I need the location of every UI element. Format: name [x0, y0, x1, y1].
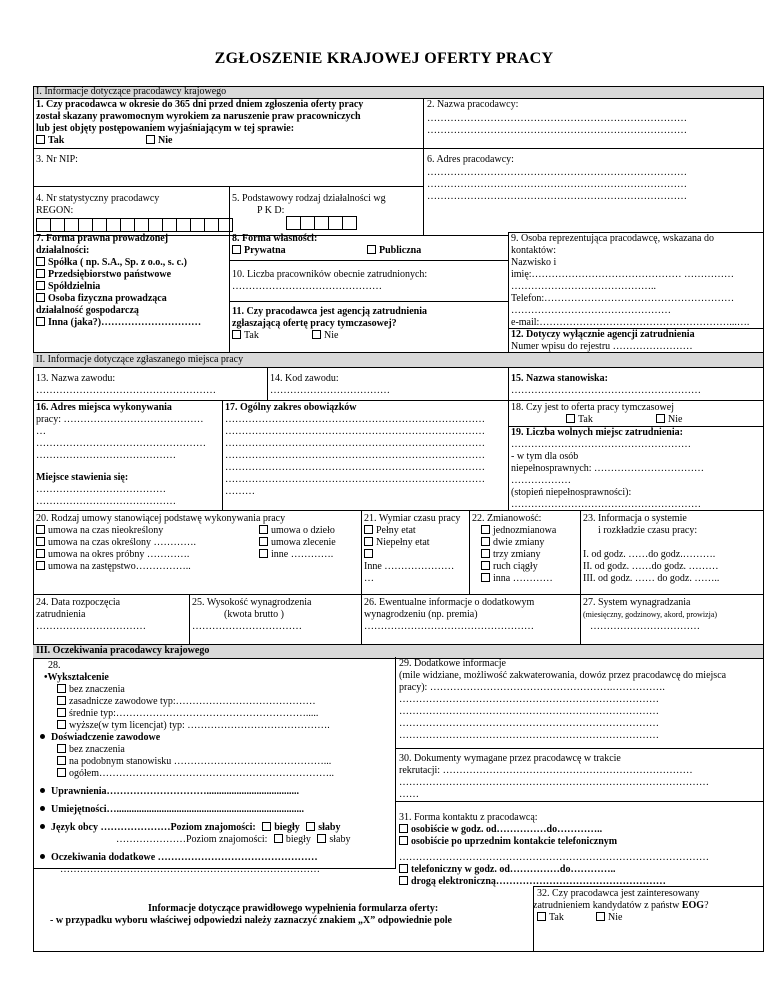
field-22-option-2[interactable]: dwie zmiany — [481, 537, 544, 549]
field-7-label: 7. Forma prawna prowadzonej — [36, 233, 169, 244]
checkbox-icon — [306, 822, 315, 831]
education-option-higher[interactable]: wyższe(w tym licencjat) typ: ……………………………………. — [57, 720, 330, 732]
checkbox-icon — [36, 257, 45, 266]
field-19-degree-dots[interactable]: ………………………………………………… — [511, 499, 701, 510]
field-7-option-osoba[interactable]: Osoba fizyczna prowadząca — [36, 293, 167, 305]
field-20-option-replacement[interactable]: umowa na zastępstwo…………….. — [36, 561, 191, 573]
field-5-pkd: P K D: — [257, 205, 285, 216]
field-16-dots-b[interactable]: …………………………………………… — [36, 438, 206, 449]
checkbox-icon — [36, 281, 45, 290]
field-7-option-inna[interactable]: Inna (jaka?)………………………… — [36, 317, 201, 329]
field-26-label-2: wynagrodzeniu (np. premia) — [364, 609, 478, 620]
checkbox-icon — [596, 912, 605, 921]
field-6-dots-1[interactable]: …………………………………………………………………… — [427, 167, 687, 178]
field-10-label: 10. Liczba pracowników obecnie zatrudnionych: — [232, 269, 428, 280]
checkbox-icon — [317, 834, 326, 843]
contact-option-after-phone[interactable]: osobiście po uprzednim kontakcie telefonicznym — [399, 836, 617, 848]
experience-option-none[interactable]: bez znaczenia — [57, 744, 125, 756]
field-9-label: 9. Osoba reprezentująca pracodawcę, wskazana do — [511, 233, 714, 244]
field-16-address-dots[interactable]: pracy: …………………………………… — [36, 414, 204, 425]
checkbox-icon — [36, 561, 45, 570]
checkbox-icon — [399, 836, 408, 845]
field-16-meeting-dots[interactable]: ………………………………… — [36, 484, 166, 495]
checkbox-icon — [481, 561, 490, 570]
checkbox-icon — [481, 537, 490, 546]
field-23-shift-1[interactable]: I. od godz. ……do godz.………. — [583, 549, 716, 560]
section-2-title: II. Informacje dotyczące zgłaszanego miejsca pracy — [36, 354, 244, 365]
checkbox-icon — [146, 135, 155, 144]
field-24-label-2: zatrudnienia — [36, 609, 86, 620]
language-field-2[interactable]: …………………Poziom znajomości: biegły słaby — [116, 834, 351, 845]
field-7-option-osoba-2: działalność gospodarczą — [36, 305, 139, 316]
field-4-label: 4. Nr statystyczny pracodawcy — [36, 193, 160, 204]
field-11-option-yes[interactable]: Tak — [232, 330, 259, 342]
contact-option-email[interactable]: drogą elektroniczną…………………………………………… — [399, 876, 666, 888]
field-17-dots-2[interactable]: …………………………………………………………………… — [225, 426, 485, 437]
field-1-question: 1. Czy pracodawca w okresie do 365 dni przed dniem zgłoszenia oferty pracy — [36, 99, 364, 110]
field-16-dots-c[interactable]: …………………………………… — [36, 450, 176, 461]
experience-label: Doświadczenie zawodowe — [40, 732, 160, 744]
field-2-dots[interactable]: …………………………………………………………………… — [427, 113, 687, 124]
field-29-hint: (mile widziane, możliwość zakwaterowania, dowóz przez pracodawcę do miejsca — [399, 670, 727, 681]
field-16-label: 16. Adres miejsca wykonywania — [36, 402, 172, 413]
field-16-dots-a: … — [36, 426, 46, 437]
field-6-dots-3[interactable]: …………………………………………………………………… — [427, 191, 687, 202]
field-5-label: 5. Podstawowy rodzaj działalności wg — [232, 193, 386, 204]
checkbox-icon — [232, 330, 241, 339]
field-30-label: 30. Dokumenty wymagane przez pracodawcę w trakcie — [399, 753, 621, 764]
checkbox-icon — [36, 537, 45, 546]
field-8-option-publiczna[interactable]: Publiczna — [367, 245, 421, 257]
regon-input-grid[interactable] — [37, 218, 233, 232]
field-9-name-dots[interactable]: imię:……………………………………… …………… — [511, 269, 735, 280]
field-3-label: 3. Nr NIP: — [36, 154, 78, 165]
checkbox-icon — [481, 573, 490, 582]
field-19-disabled-count[interactable]: niepełnosprawnych: …………………………… — [511, 463, 705, 474]
checkbox-icon — [262, 822, 271, 831]
field-10-dots[interactable]: ……………………………………… — [232, 281, 382, 292]
language-field[interactable]: Język obcy …………………Poziom znajomości: biegły słaby — [40, 822, 341, 834]
field-29-dots-3[interactable]: …………………………………………………………………… — [399, 706, 659, 717]
field-13-label: 13. Nazwa zawodu: — [36, 373, 116, 384]
education-option-none[interactable]: bez znaczenia — [57, 684, 125, 696]
field-20-option-fixed[interactable]: umowa na czas określony …………. — [36, 537, 196, 549]
field-9-label-2: kontaktów: — [511, 245, 556, 256]
field-17-dots-5[interactable]: …………………………………………………………………… — [225, 462, 485, 473]
bullet-icon — [40, 788, 45, 793]
checkbox-icon — [36, 135, 45, 144]
section-1-title: I. Informacje dotyczące pracodawcy krajowego — [36, 86, 227, 97]
checkbox-icon — [57, 708, 66, 717]
checkbox-icon — [481, 525, 490, 534]
field-20-option-other[interactable]: inne …………. — [259, 549, 333, 561]
field-7-option-spolka[interactable]: Spółka ( np. S.A., Sp. z o.o., s. c.) — [36, 257, 187, 269]
field-25-label: 25. Wysokość wynagrodzenia — [192, 597, 312, 608]
checkbox-icon — [399, 876, 408, 885]
field-22-label: 22. Zmianowość: — [472, 513, 542, 524]
experience-option-similar[interactable]: na podobnym stanowisku ………………………………………... — [57, 756, 331, 768]
contact-dots[interactable]: ………………………………………………………………………………… — [399, 852, 709, 863]
checkbox-icon — [367, 245, 376, 254]
field-17-dots-7[interactable]: ……… — [225, 486, 255, 497]
field-19-label: 19. Liczba wolnych miejsc zatrudnienia: — [511, 427, 683, 438]
field-23-label-2: i rozkładzie czasu pracy: — [598, 525, 698, 536]
field-30-dots-3[interactable]: …… — [399, 789, 419, 800]
field-29-dots-4[interactable]: …………………………………………………………………… — [399, 718, 659, 729]
field-22-option-3[interactable]: trzy zmiany — [481, 549, 540, 561]
field-7-option-spoldzielnia[interactable]: Spółdzielnia — [36, 281, 100, 293]
field-18-option-yes[interactable]: Tak — [566, 414, 593, 426]
contact-option-in-person[interactable]: osobiście w godz. od……………do………….. — [399, 824, 602, 836]
field-4-regon: REGON: — [36, 205, 74, 216]
field-20-option-zlecenie[interactable]: umowa zlecenie — [259, 537, 336, 549]
field-29-dots-5[interactable]: …………………………………………………………………… — [399, 730, 659, 741]
field-27-label: 27. System wynagradzania — [583, 597, 691, 608]
instructions-text: - w przypadku wyboru właściwej odpowiedzi należy zaznaczyć znakiem „X” odpowiednie pole — [50, 915, 452, 926]
field-29-dots[interactable]: pracy): ……………………………………………….……………. — [399, 682, 665, 693]
field-9-dots-3[interactable]: ………………………………………… — [511, 305, 671, 316]
checkbox-icon — [566, 414, 575, 423]
bullet-icon — [40, 734, 45, 739]
field-6-dots-2[interactable]: …………………………………………………………………… — [427, 179, 687, 190]
field-11-option-no[interactable]: Nie — [312, 330, 338, 342]
checkbox-icon — [656, 414, 665, 423]
field-23-shift-3[interactable]: III. od godz. …… do godz. …….. — [583, 573, 720, 584]
field-21-other-dots[interactable]: Inne ………………… — [364, 561, 455, 572]
field-16-meeting-dots-2[interactable]: …………………………………… — [36, 496, 176, 507]
field-21-other-dots-2: … — [364, 573, 374, 584]
field-6-label: 6. Adres pracodawcy: — [427, 154, 514, 165]
checkbox-icon — [259, 525, 268, 534]
field-19-dots[interactable]: ……………………………………………… — [511, 439, 691, 450]
field-24-dots[interactable]: …………………………… — [36, 621, 146, 632]
field-11-label: 11. Czy pracodawca jest agencją zatrudnienia — [232, 306, 427, 317]
field-26-dots[interactable]: …………………………………………… — [364, 621, 534, 632]
checkbox-icon — [57, 696, 66, 705]
checkbox-icon — [364, 549, 373, 558]
checkbox-icon — [274, 834, 283, 843]
checkbox-icon — [232, 245, 241, 254]
instructions-title: Informacje dotyczące prawidłowego wypełnienia formularza oferty: — [148, 903, 439, 914]
bullet-icon — [40, 824, 45, 829]
field-21-option-full[interactable]: Pełny etat — [364, 525, 416, 537]
contact-option-phone[interactable]: telefoniczny w godz. od……………do………….. — [399, 864, 615, 876]
field-9-name-label: Nazwisko i — [511, 257, 557, 268]
field-29-label: 29. Dodatkowe informacje — [399, 658, 506, 669]
checkbox-icon — [57, 744, 66, 753]
pkd-input-grid[interactable] — [287, 216, 357, 230]
field-20-option-dzielo[interactable]: umowa o dzieło — [259, 525, 335, 537]
field-31-label: 31. Forma kontaktu z pracodawcą: — [399, 812, 538, 823]
field-8-option-prywatna[interactable]: Prywatna — [232, 245, 286, 257]
field-22-option-4[interactable]: ruch ciągły — [481, 561, 538, 573]
field-21-option-part[interactable]: Niepełny etat — [364, 537, 430, 549]
field-25-dots[interactable]: …………………………… — [192, 621, 302, 632]
field-22-option-5[interactable]: inna ………… — [481, 573, 553, 585]
field-17-dots-4[interactable]: …………………………………………………………………… — [225, 450, 485, 461]
bullet-icon — [40, 806, 45, 811]
form-title: ZGŁOSZENIE KRAJOWEJ OFERTY PRACY — [214, 50, 554, 67]
field-19-disabled-label: - w tym dla osób — [511, 451, 579, 462]
field-9-phone[interactable]: Telefon:………………………………………………… — [511, 293, 735, 304]
checkbox-icon — [36, 549, 45, 558]
permissions-field[interactable]: Uprawnienia…………………………..................................... — [40, 786, 299, 798]
field-22-option-1[interactable]: jednozmianowa — [481, 525, 556, 537]
field-11-label-2: zgłaszającą ofertę pracy tymczasowej? — [232, 318, 397, 329]
checkbox-icon — [312, 330, 321, 339]
checkbox-icon — [364, 537, 373, 546]
field-7-option-panstwowe[interactable]: Przedsiębiorstwo państwowe — [36, 269, 171, 281]
checkbox-icon — [36, 293, 45, 302]
additional-expectations-dots[interactable]: …………………………………………………………………… — [60, 864, 320, 875]
field-23-shift-2[interactable]: II. od godz. ……do godz. ……… — [583, 561, 719, 572]
field-19-dots-2[interactable]: ……………… — [511, 475, 571, 486]
field-28-education-label: •Wykształcenie — [44, 672, 109, 683]
field-20-option-trial[interactable]: umowa na okres próbny …………. — [36, 549, 189, 561]
field-2-dots-2[interactable]: …………………………………………………………………… — [427, 125, 687, 136]
field-18-option-no[interactable]: Nie — [656, 414, 682, 426]
field-1-option-no[interactable]: Nie — [146, 135, 172, 147]
skills-field[interactable]: Umiejętności…........................................................................... — [40, 804, 304, 816]
field-1-question-line3: lub jest objęty postępowaniem wyjaśniającym w tej sprawie: — [36, 123, 295, 134]
field-27-dots[interactable]: …………………………… — [590, 621, 700, 632]
field-14-dots[interactable]: ……………………………… — [270, 385, 390, 396]
field-24-label: 24. Data rozpoczęcia — [36, 597, 121, 608]
field-20-option-indefinite[interactable]: umowa na czas nieokreślony — [36, 525, 163, 537]
field-26-label: 26. Ewentualne informacje o dodatkowym — [364, 597, 535, 608]
bullet-icon — [40, 854, 45, 859]
field-14-label: 14. Kod zawodu: — [270, 373, 339, 384]
field-32-option-no[interactable]: Nie — [596, 912, 622, 924]
field-9-email[interactable]: e-mail:…………………………………………………...…. — [511, 317, 750, 328]
field-18-label: 18. Czy jest to oferta pracy tymczasowej — [511, 402, 674, 413]
field-17-label: 17. Ogólny zakres obowiązków — [225, 402, 357, 413]
field-15-label: 15. Nazwa stanowiska: — [511, 373, 608, 384]
field-9-dots-2[interactable]: …………………………………….. — [511, 281, 656, 292]
field-2-label: 2. Nazwa pracodawcy: — [427, 99, 519, 110]
field-12-register[interactable]: Numer wpisu do rejestru …………………… — [511, 341, 693, 352]
field-28-number: 28. — [48, 660, 61, 671]
experience-option-total[interactable]: ogółem…………………………………………………………….. — [57, 768, 334, 780]
education-option-vocational[interactable]: zasadnicze zawodowe typ:…………………………………… — [57, 696, 316, 708]
checkbox-icon — [259, 549, 268, 558]
checkbox-icon — [537, 912, 546, 921]
field-25-label-2: (kwota brutto ) — [224, 609, 284, 620]
section-3-title: III. Oczekiwania pracodawcy krajowego — [36, 645, 210, 656]
field-8-label: 8. Forma własności: — [232, 233, 318, 244]
field-13-dots[interactable]: ……………………………………………… — [36, 385, 216, 396]
checkbox-icon — [399, 864, 408, 873]
field-1-option-yes[interactable]: Tak — [36, 135, 64, 147]
checkbox-icon — [399, 824, 408, 833]
additional-expectations-field[interactable]: Oczekiwania dodatkowe ………………………………………… — [40, 852, 318, 864]
field-17-dots-3[interactable]: …………………………………………………………………… — [225, 438, 485, 449]
checkbox-icon — [57, 756, 66, 765]
field-15-dots[interactable]: ………………………………………………… — [511, 385, 701, 396]
education-option-secondary[interactable]: średnie typ:…………………………………………………..... — [57, 708, 318, 720]
checkbox-icon — [259, 537, 268, 546]
field-29-dots-2[interactable]: …………………………………………………………………… — [399, 694, 659, 705]
field-7-label-2: działalności: — [36, 245, 90, 256]
field-21-label: 21. Wymiar czasu pracy — [364, 513, 461, 524]
field-16-meeting-label: Miejsce stawienia się: — [36, 472, 129, 483]
checkbox-icon — [36, 525, 45, 534]
field-30-dots[interactable]: rekrutacji: ………………………………………………………………… — [399, 765, 693, 776]
field-32-label: 32. Czy pracodawca jest zainteresowany — [537, 888, 700, 899]
field-19-degree-label: (stopień niepełnosprawności): — [511, 487, 632, 498]
field-12-label: 12. Dotyczy wyłącznie agencji zatrudnienia — [511, 329, 695, 340]
field-32-label-2: zatrudnieniem kandydatów z państw EOG? — [533, 900, 709, 911]
checkbox-icon — [57, 684, 66, 693]
field-1-question-line2: został skazany prawomocnym wyrokiem za naruszenie praw pracowniczych — [36, 111, 361, 122]
checkbox-icon — [36, 317, 45, 326]
field-20-label: 20. Rodzaj umowy stanowiącej podstawę wykonywania pracy — [36, 513, 286, 524]
field-30-dots-2[interactable]: ………………………………………………………………………………… — [399, 777, 709, 788]
checkbox-icon — [36, 269, 45, 278]
field-27-hint: (miesięczny, godzinowy, akord, prowizja) — [583, 610, 718, 619]
field-21-option-other[interactable] — [364, 549, 376, 561]
field-17-dots-6[interactable]: …………………………………………………………………… — [225, 474, 485, 485]
checkbox-icon — [364, 525, 373, 534]
field-23-label: 23. Informacja o systemie — [583, 513, 687, 524]
checkbox-icon — [57, 720, 66, 729]
checkbox-icon — [481, 549, 490, 558]
field-17-dots-1[interactable]: …………………………………………………………………… — [225, 414, 485, 425]
field-32-option-yes[interactable]: Tak — [537, 912, 564, 924]
checkbox-icon — [57, 768, 66, 777]
